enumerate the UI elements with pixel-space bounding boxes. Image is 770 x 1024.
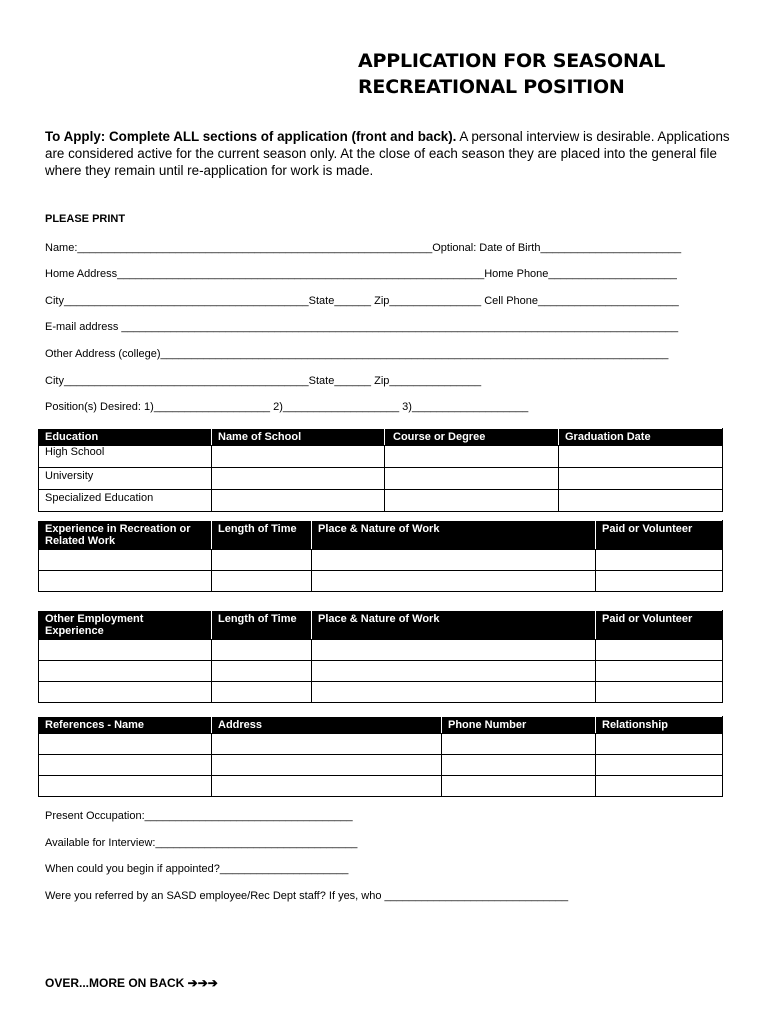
table-row: [39, 571, 723, 592]
table-cell[interactable]: [312, 550, 596, 571]
positions-desired-field[interactable]: Position(s) Desired: 1)___________________ 2)___________________ 3)___________________: [45, 401, 529, 413]
table-cell[interactable]: [212, 682, 312, 703]
college-city-state-zip-field[interactable]: City________________________________________State______ Zip_______________: [45, 375, 482, 387]
table-cell[interactable]: [212, 640, 312, 661]
home-address-field[interactable]: Home Address____________________________________________________________Home Phone_____________________: [45, 268, 677, 280]
table-row: [39, 682, 723, 703]
table-cell[interactable]: [39, 550, 212, 571]
title-line-1: APPLICATION FOR SEASONAL: [358, 50, 666, 72]
table-cell[interactable]: [385, 490, 559, 512]
table-cell[interactable]: [312, 640, 596, 661]
references-header-row: [39, 717, 723, 734]
address-header: Address: [212, 717, 442, 734]
form-title: [358, 48, 748, 100]
available-for-interview-field[interactable]: Available for Interview:_________________________________: [45, 837, 358, 849]
table-cell[interactable]: [312, 661, 596, 682]
instructions-text: A personal interview is desirable. Applications are considered active for the current season only. At the close of each season they are placed into the general file where they remain until re-application for work is made.: [45, 129, 730, 178]
education-header-row: [39, 429, 723, 446]
city-state-zip-field[interactable]: City________________________________________State______ Zip_______________ Cell Phone_______________________: [45, 295, 679, 307]
table-cell[interactable]: [442, 776, 596, 797]
education-row-label: Specialized Education: [39, 490, 212, 512]
place-nature-header: Place & Nature of Work: [312, 521, 596, 550]
other-employment-table: [38, 610, 723, 703]
education-row-label: University: [39, 468, 212, 490]
table-row: [39, 468, 723, 490]
table-row: [39, 490, 723, 512]
course-or-degree-header: Course or Degree: [385, 429, 559, 446]
table-cell[interactable]: [596, 734, 723, 755]
experience-header: Experience in Recreation or Related Work: [39, 521, 212, 550]
experience-header-row: [39, 521, 723, 550]
table-cell[interactable]: [39, 571, 212, 592]
table-cell[interactable]: [596, 776, 723, 797]
table-row: [39, 755, 723, 776]
name-field[interactable]: Name:__________________________________________________________Optional: Date of Birth_______________________: [45, 242, 682, 254]
table-cell[interactable]: [39, 682, 212, 703]
table-row: [39, 661, 723, 682]
other-employment-header-row: [39, 611, 723, 640]
referral-field[interactable]: Were you referred by an SASD employee/Rec Dept staff? If yes, who ______________________________: [45, 890, 569, 902]
table-cell[interactable]: [212, 734, 442, 755]
instructions: [45, 128, 735, 179]
table-row: [39, 640, 723, 661]
name-of-school-header: Name of School: [212, 429, 385, 446]
table-cell[interactable]: [596, 682, 723, 703]
table-row: [39, 734, 723, 755]
table-cell[interactable]: [559, 446, 723, 468]
table-cell[interactable]: [39, 640, 212, 661]
title-line-2: RECREATIONAL POSITION: [358, 76, 625, 98]
table-cell[interactable]: [596, 640, 723, 661]
table-cell[interactable]: [212, 468, 385, 490]
please-print-label: PLEASE PRINT: [45, 213, 126, 225]
table-cell[interactable]: [212, 661, 312, 682]
table-cell[interactable]: [312, 682, 596, 703]
table-cell[interactable]: [39, 661, 212, 682]
table-cell[interactable]: [312, 571, 596, 592]
experience-table: [38, 520, 723, 592]
other-address-field[interactable]: Other Address (college)___________________________________________________________________________________: [45, 348, 669, 360]
length-of-time-header: Length of Time: [212, 611, 312, 640]
phone-number-header: Phone Number: [442, 717, 596, 734]
table-cell[interactable]: [212, 755, 442, 776]
table-cell[interactable]: [442, 734, 596, 755]
over-more-on-back: OVER...MORE ON BACK ➔➔➔: [45, 976, 218, 990]
table-cell[interactable]: [559, 468, 723, 490]
education-header: Education: [39, 429, 212, 446]
other-employment-header: Other Employment Experience: [39, 611, 212, 640]
place-nature-header: Place & Nature of Work: [312, 611, 596, 640]
table-cell[interactable]: [596, 571, 723, 592]
table-cell[interactable]: [596, 755, 723, 776]
table-cell[interactable]: [39, 776, 212, 797]
relationship-header: Relationship: [596, 717, 723, 734]
education-row-label: High School: [39, 446, 212, 468]
email-field[interactable]: E-mail address ___________________________________________________________________________________________: [45, 321, 679, 333]
instructions-bold: To Apply: Complete ALL sections of application (front and back).: [45, 129, 457, 144]
table-cell[interactable]: [559, 490, 723, 512]
table-cell[interactable]: [39, 734, 212, 755]
table-cell[interactable]: [596, 550, 723, 571]
table-cell[interactable]: [212, 550, 312, 571]
references-table: [38, 716, 723, 797]
table-cell[interactable]: [212, 776, 442, 797]
table-cell[interactable]: [212, 571, 312, 592]
paid-or-volunteer-header: Paid or Volunteer: [596, 611, 723, 640]
table-cell[interactable]: [212, 490, 385, 512]
table-row: [39, 776, 723, 797]
length-of-time-header: Length of Time: [212, 521, 312, 550]
table-cell[interactable]: [596, 661, 723, 682]
table-cell[interactable]: [212, 446, 385, 468]
begin-date-field[interactable]: When could you begin if appointed?_____________________: [45, 863, 349, 875]
table-cell[interactable]: [442, 755, 596, 776]
graduation-date-header: Graduation Date: [559, 429, 723, 446]
table-row: [39, 550, 723, 571]
paid-or-volunteer-header: Paid or Volunteer: [596, 521, 723, 550]
education-table: [38, 428, 723, 512]
table-cell[interactable]: [385, 468, 559, 490]
table-cell[interactable]: [39, 755, 212, 776]
table-cell[interactable]: [385, 446, 559, 468]
table-row: [39, 446, 723, 468]
present-occupation-field[interactable]: Present Occupation:__________________________________: [45, 810, 353, 822]
references-name-header: References - Name: [39, 717, 212, 734]
